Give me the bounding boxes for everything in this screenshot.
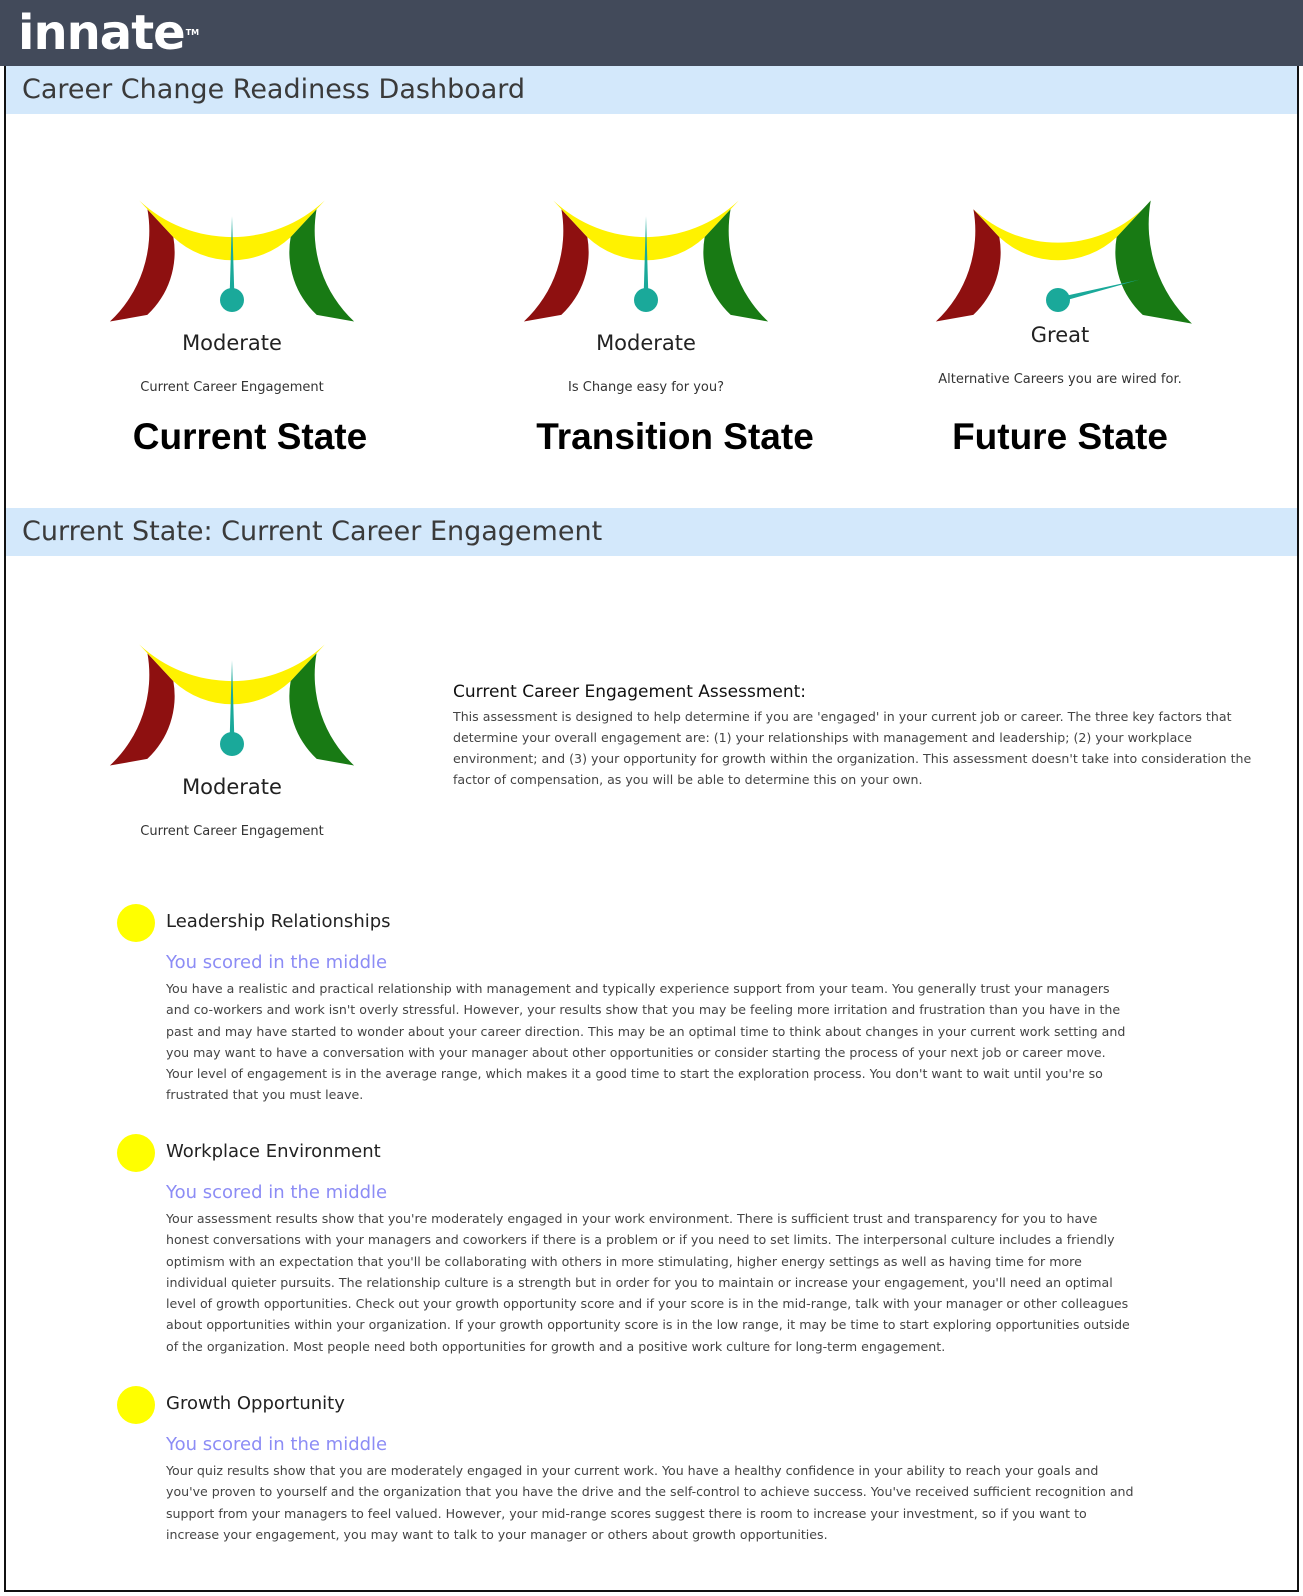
logo-trademark: TM	[185, 28, 200, 37]
innate-logo[interactable]	[18, 6, 199, 60]
leadership-score: You scored in the middle	[166, 952, 388, 973]
future-state-gauge-value: Great	[1030, 323, 1090, 347]
gauge-hub	[1046, 288, 1070, 312]
future-state-gauge-caption: Alternative Careers you are wired for.	[938, 372, 1182, 387]
workplace-title: Workplace Environment	[166, 1141, 381, 1162]
current-state-label: Current State	[132, 416, 368, 457]
current-state-gauge-value: Moderate	[182, 331, 282, 355]
gauge-hub	[220, 732, 244, 756]
growth-score: You scored in the middle	[166, 1434, 388, 1455]
engagement-gauge-value: Moderate	[182, 775, 282, 799]
assessment-title: Current Career Engagement Assessment:	[453, 682, 807, 702]
gauge-hub	[634, 288, 658, 312]
growth-text: Your quiz results show that you are moderately engaged in your current work. You have a healthy confidence in your ability to reach your goals and you've proven to yourself and the organization that you have the drive and the self-control to achieve success. You've received sufficient recognition and support from your managers to feel valued. However, your mid-range scores suggest there is room to increase your investment, so if you want to increase your engagement, you may want to talk to your manager or others about growth opportunities.	[166, 1463, 1134, 1542]
gauge-high-band	[1115, 201, 1192, 324]
gauge-hub	[220, 288, 244, 312]
current-state-gauge	[97, 140, 367, 330]
leadership-score-dot	[117, 904, 155, 942]
transition-state-gauge-value: Moderate	[596, 331, 696, 355]
top-bar	[0, 0, 1303, 66]
future-state-label: Future State	[952, 416, 1168, 457]
engagement-header	[6, 508, 1297, 556]
assessment-text: This assessment is designed to help determine if you are 'engaged' in your current job or career. The three key factors that determine your overall engagement are: (1) your relationships with management and leadership; (2) your workplace environment; and (3) your opportunity for growth within the organization. This assessment doesn't take into consideration the factor of compensation, as you will be able to determine this on your own.	[453, 709, 1252, 787]
engagement-gauge-caption: Current Career Engagement	[140, 824, 324, 839]
transition-state-gauge	[511, 140, 781, 330]
transition-state-label: Transition State	[536, 416, 814, 457]
current-state-gauge-caption: Current Career Engagement	[140, 380, 324, 395]
workplace-text: Your assessment results show that you're moderately engaged in your work environment. There is sufficient trust and transparency for you to have honest conversations with your managers and coworkers if there is a problem or if you need to set limits. The interpersonal culture includes a friendly optimism with an expectation that you'll be collaborating with others in more stimulating, higher energy settings as well as having time for more individual quieter pursuits. The relationship culture is a strength but in order for you to maintain or increase your engagement, you'll need an optimal level of growth opportunities. Check out your growth opportunity score and if your score is in the mid-range, talk with your manager or other colleagues about opportunities within your organization. If your growth opportunity score is in the low range, it may be time to start exploring opportunities outside of the organization. Most people need both opportunities for growth and a positive work culture for long-term engagement.	[166, 1211, 1130, 1354]
logo-text: innate	[18, 5, 185, 61]
growth-score-dot	[117, 1386, 155, 1424]
engagement-title: Current State: Current Career Engagement	[22, 516, 603, 547]
dashboard-title: Career Change Readiness Dashboard	[22, 74, 526, 105]
workplace-score-dot	[117, 1134, 155, 1172]
growth-title: Growth Opportunity	[166, 1393, 345, 1414]
transition-state-gauge-caption: Is Change easy for you?	[568, 380, 724, 395]
leadership-title: Leadership Relationships	[166, 911, 391, 932]
engagement-gauge	[97, 584, 367, 774]
leadership-text: You have a realistic and practical relationship with management and typically experience support from your team. You generally trust your managers and co-workers and work isn't overly stressful. However, your results show that you may be feeling more irritation and frustration than you have in the past and may have started to wonder about your career direction. This may be an optimal time to think about changes in your current work setting and you may want to have a conversation with your manager about other opportunities or consider starting the process of your next job or career move. Your level of engagement is in the average range, which makes it a good time to start the exploration process. You don't want to wait until you're so frustrated that you must leave.	[166, 981, 1126, 1103]
workplace-score: You scored in the middle	[166, 1182, 388, 1203]
dashboard-header	[6, 66, 1297, 114]
future-state-gauge	[923, 140, 1193, 330]
